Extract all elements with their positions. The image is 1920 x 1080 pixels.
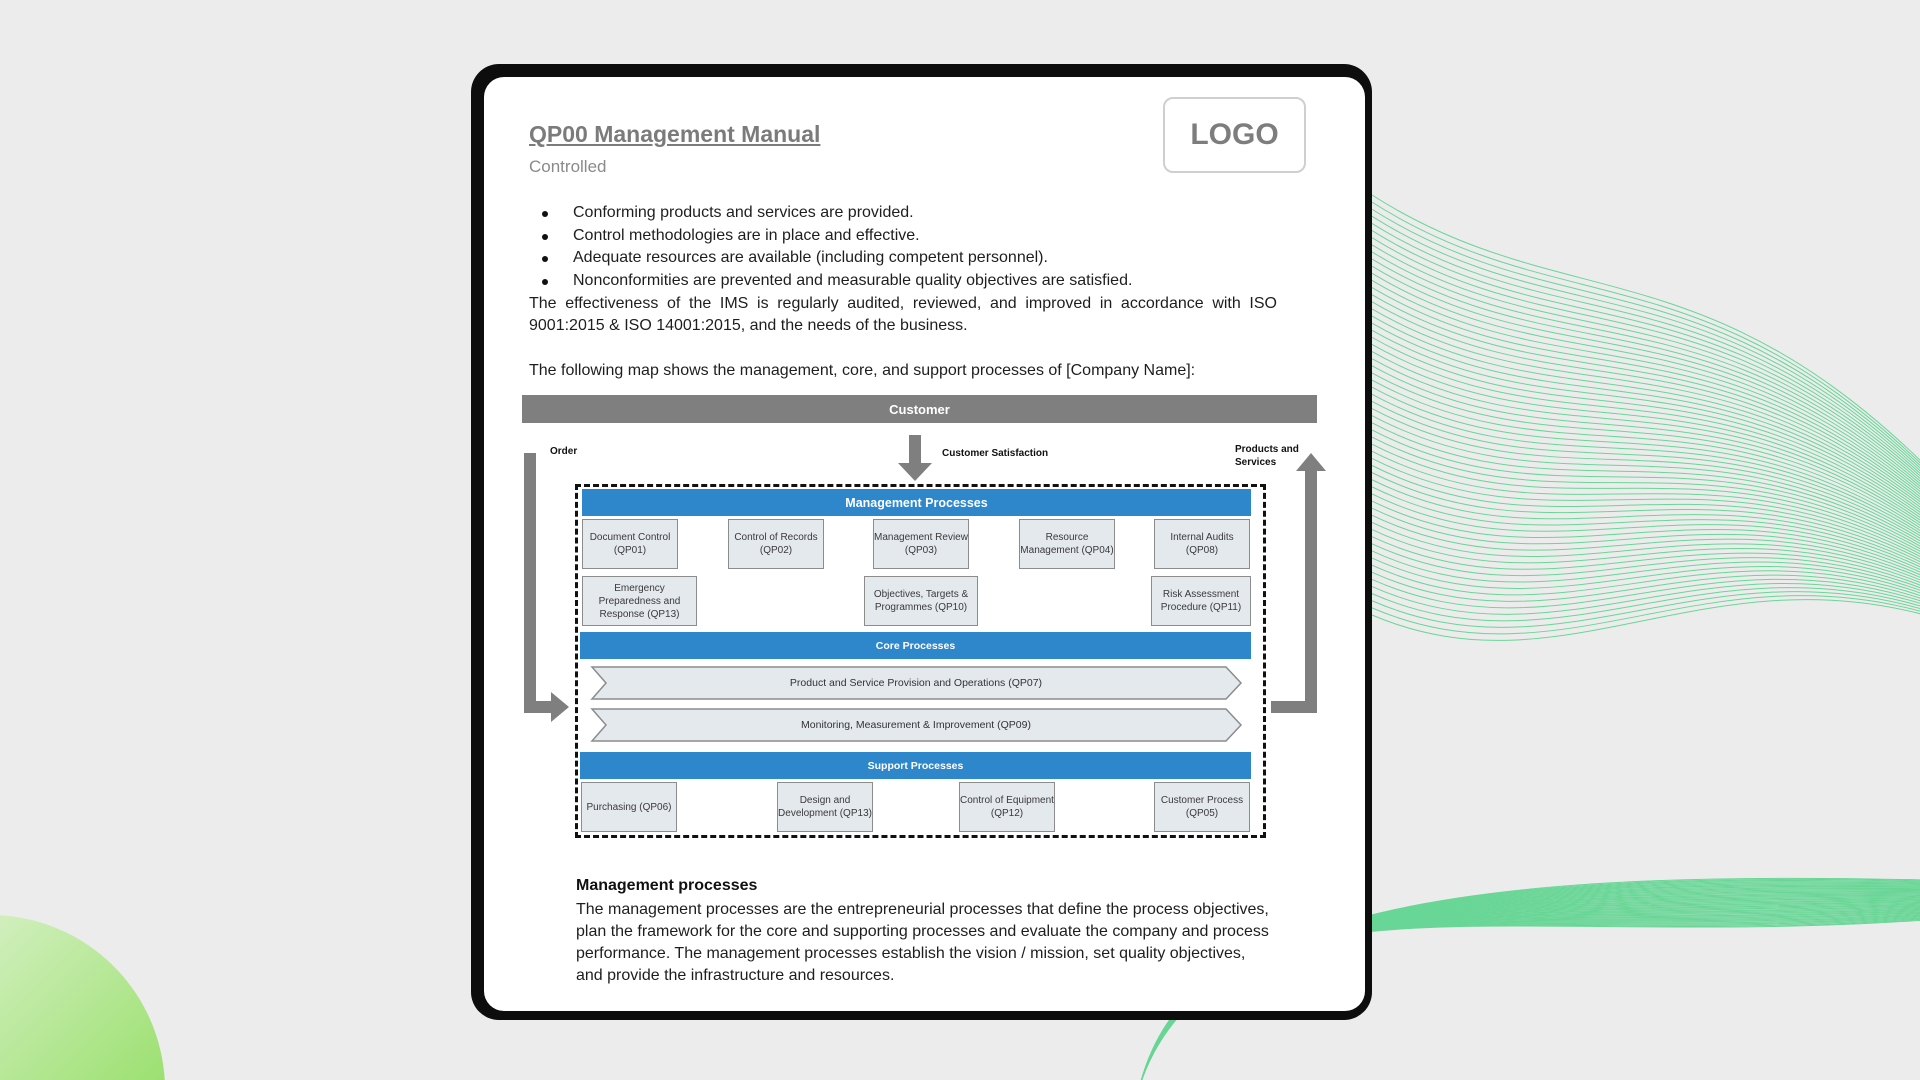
document-page (484, 77, 1365, 1011)
list-item: Adequate resources are available (including competent personnel). (558, 247, 1132, 270)
list-item: Nonconformities are prevented and measurable quality objectives are satisfied. (558, 270, 1132, 293)
order-arrow (524, 453, 569, 722)
core-item-label: Monitoring, Measurement & Improvement (QP09) (801, 719, 1031, 731)
box-internal-audits: Internal Audits (QP08) (1154, 519, 1250, 569)
customer-bar: Customer (522, 395, 1317, 423)
effectiveness-paragraph: The effectiveness of the IMS is regularly audited, reviewed, and improved in accordance with ISO 9001:2015 & ISO 14001:2015, and the needs of the business. (529, 295, 1277, 334)
process-map (484, 77, 1365, 1011)
section-heading: Management processes (576, 877, 758, 894)
management-processes-band: Management Processes (582, 489, 1251, 516)
core-item-label: Product and Service Provision and Operations (QP07) (789, 677, 1043, 689)
section-paragraph: The management processes are the entrepreneurial processes that define the process objectives, plan the framework for the core and supporting processes and evaluate the company and process performance. The management processes establish the vision / mission, set quality objectives, and provide the infrastructure and resources. (576, 901, 1269, 984)
wave-line (1372, 480, 1920, 567)
wave-line (1372, 330, 1920, 513)
document-title: QP00 Management Manual (529, 121, 821, 147)
list-item: Control methodologies are in place and effective. (558, 225, 1132, 248)
box-purchasing: Purchasing (QP06) (581, 782, 677, 832)
box-resource-management: Resource Management (QP04) (1019, 519, 1115, 569)
box-control-of-equipment: Control of Equipment (QP12) (959, 782, 1055, 832)
box-risk-assessment: Risk Assessment Procedure (QP11) (1151, 576, 1251, 626)
customer-satisfaction-label: Customer Satisfaction (942, 448, 1049, 459)
document-status: Controlled (529, 157, 607, 176)
wave-line (1372, 522, 1920, 581)
box-emergency-preparedness: Emergency Preparedness and Response (QP13) (582, 576, 697, 626)
map-intro-paragraph: The following map shows the management, core, and support processes of [Company Name]: (529, 362, 1196, 379)
support-processes-band: Support Processes (580, 752, 1251, 779)
box-document-control: Document Control (QP01) (582, 519, 678, 569)
green-corner-blob (0, 915, 165, 1080)
products-services-label: Products and Services (1235, 444, 1299, 468)
core-processes-band: Core Processes (580, 632, 1251, 659)
order-label: Order (550, 446, 578, 457)
box-customer-process: Customer Process (QP05) (1154, 782, 1250, 832)
wave-line (1372, 344, 1920, 518)
box-management-review: Management Review (QP03) (873, 519, 969, 569)
box-design-development: Design and Development (QP13) (777, 782, 873, 832)
list-item: Conforming products and services are provided. (558, 202, 1132, 225)
satisfaction-arrow (898, 435, 932, 481)
box-control-of-records: Control of Records (QP02) (728, 519, 824, 569)
wave-line (1372, 195, 1920, 465)
wave-line (1372, 223, 1920, 475)
products-arrow (1271, 453, 1326, 713)
logo-text: LOGO (1190, 118, 1279, 151)
wave-line (1372, 451, 1920, 556)
box-objectives-targets: Objectives, Targets & Programmes (QP10) (864, 576, 978, 626)
wave-line (1372, 596, 1920, 634)
wave-line (1372, 600, 1920, 641)
wave-line (1372, 273, 1920, 493)
